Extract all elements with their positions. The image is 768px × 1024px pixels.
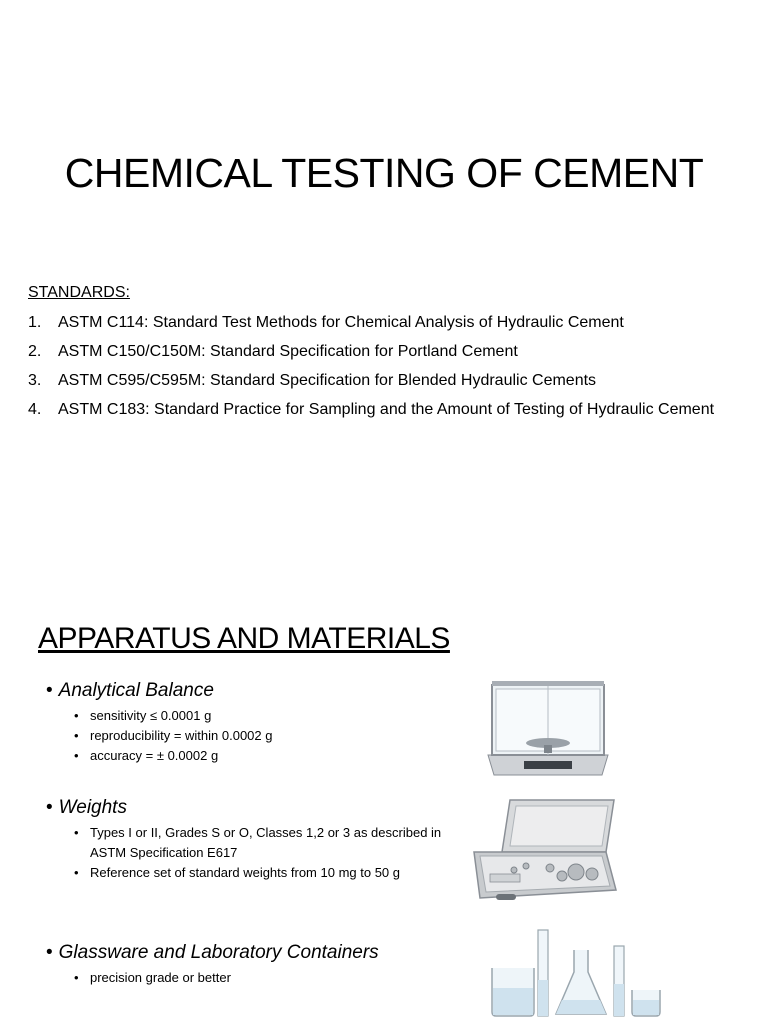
spec-item: • Reference set of standard weights from 10 mg to 50 g: [74, 863, 476, 883]
standard-text: ASTM C595/C595M: Standard Specification for Blended Hydraulic Cements: [58, 372, 597, 389]
standard-number: 1.: [28, 314, 42, 331]
standard-item: [28, 370, 728, 391]
spec-item: • sensitivity ≤ 0.0001 g: [74, 706, 476, 726]
section-analytical-balance: [46, 680, 476, 766]
standard-text: ASTM C114: Standard Test Methods for Chemical Analysis of Hydraulic Cement: [58, 314, 624, 331]
bullet-icon: •: [46, 942, 53, 963]
bullet-icon: •: [74, 865, 79, 880]
spec-list: [46, 823, 476, 883]
standard-number: 3.: [28, 372, 42, 389]
bullet-icon: •: [74, 708, 79, 723]
section-heading: Weights: [58, 797, 127, 818]
section-glassware: [46, 942, 476, 988]
bullet-icon: •: [74, 728, 79, 743]
standards-heading: STANDARDS:: [28, 284, 130, 301]
spec-list: [46, 968, 476, 988]
section-heading: Glassware and Laboratory Containers: [58, 942, 379, 963]
slide-apparatus-materials: [0, 512, 768, 1024]
spec-item-continuation: ASTM Specification E617: [90, 845, 238, 860]
standards-list: [28, 312, 728, 428]
bullet-icon: •: [74, 825, 79, 840]
section-weights: [46, 797, 476, 883]
bullet-icon: •: [46, 797, 53, 818]
spec-item: • reproducibility = within 0.0002 g: [74, 726, 476, 746]
bullet-icon: •: [74, 748, 79, 763]
standard-item: [28, 399, 728, 420]
standard-text: ASTM C183: Standard Practice for Sampling and the Amount of Testing of Hydraulic Cement: [58, 401, 715, 418]
slide-title: CHEMICAL TESTING OF CEMENT: [64, 150, 704, 196]
analytical-balance-image: [484, 677, 612, 777]
spec-item: • Types I or II, Grades S or O, Classes 1,2 or 3 as described in: [74, 823, 476, 843]
bullet-icon: •: [74, 970, 79, 985]
standard-item: [28, 312, 728, 333]
standard-number: 4.: [28, 401, 42, 418]
standard-item: [28, 341, 728, 362]
slide-title: APPARATUS AND MATERIALS: [38, 622, 450, 655]
section-heading: Analytical Balance: [58, 680, 214, 701]
laboratory-glassware-image: [486, 920, 676, 1018]
weight-set-case-image: [466, 794, 618, 906]
bullet-icon: •: [46, 680, 53, 701]
spec-item: • precision grade or better: [74, 968, 476, 988]
standard-number: 2.: [28, 343, 42, 360]
standard-text: ASTM C150/C150M: Standard Specification for Portland Cement: [58, 343, 518, 360]
spec-list: [46, 706, 476, 766]
spec-item: • accuracy = ± 0.0002 g: [74, 746, 476, 766]
